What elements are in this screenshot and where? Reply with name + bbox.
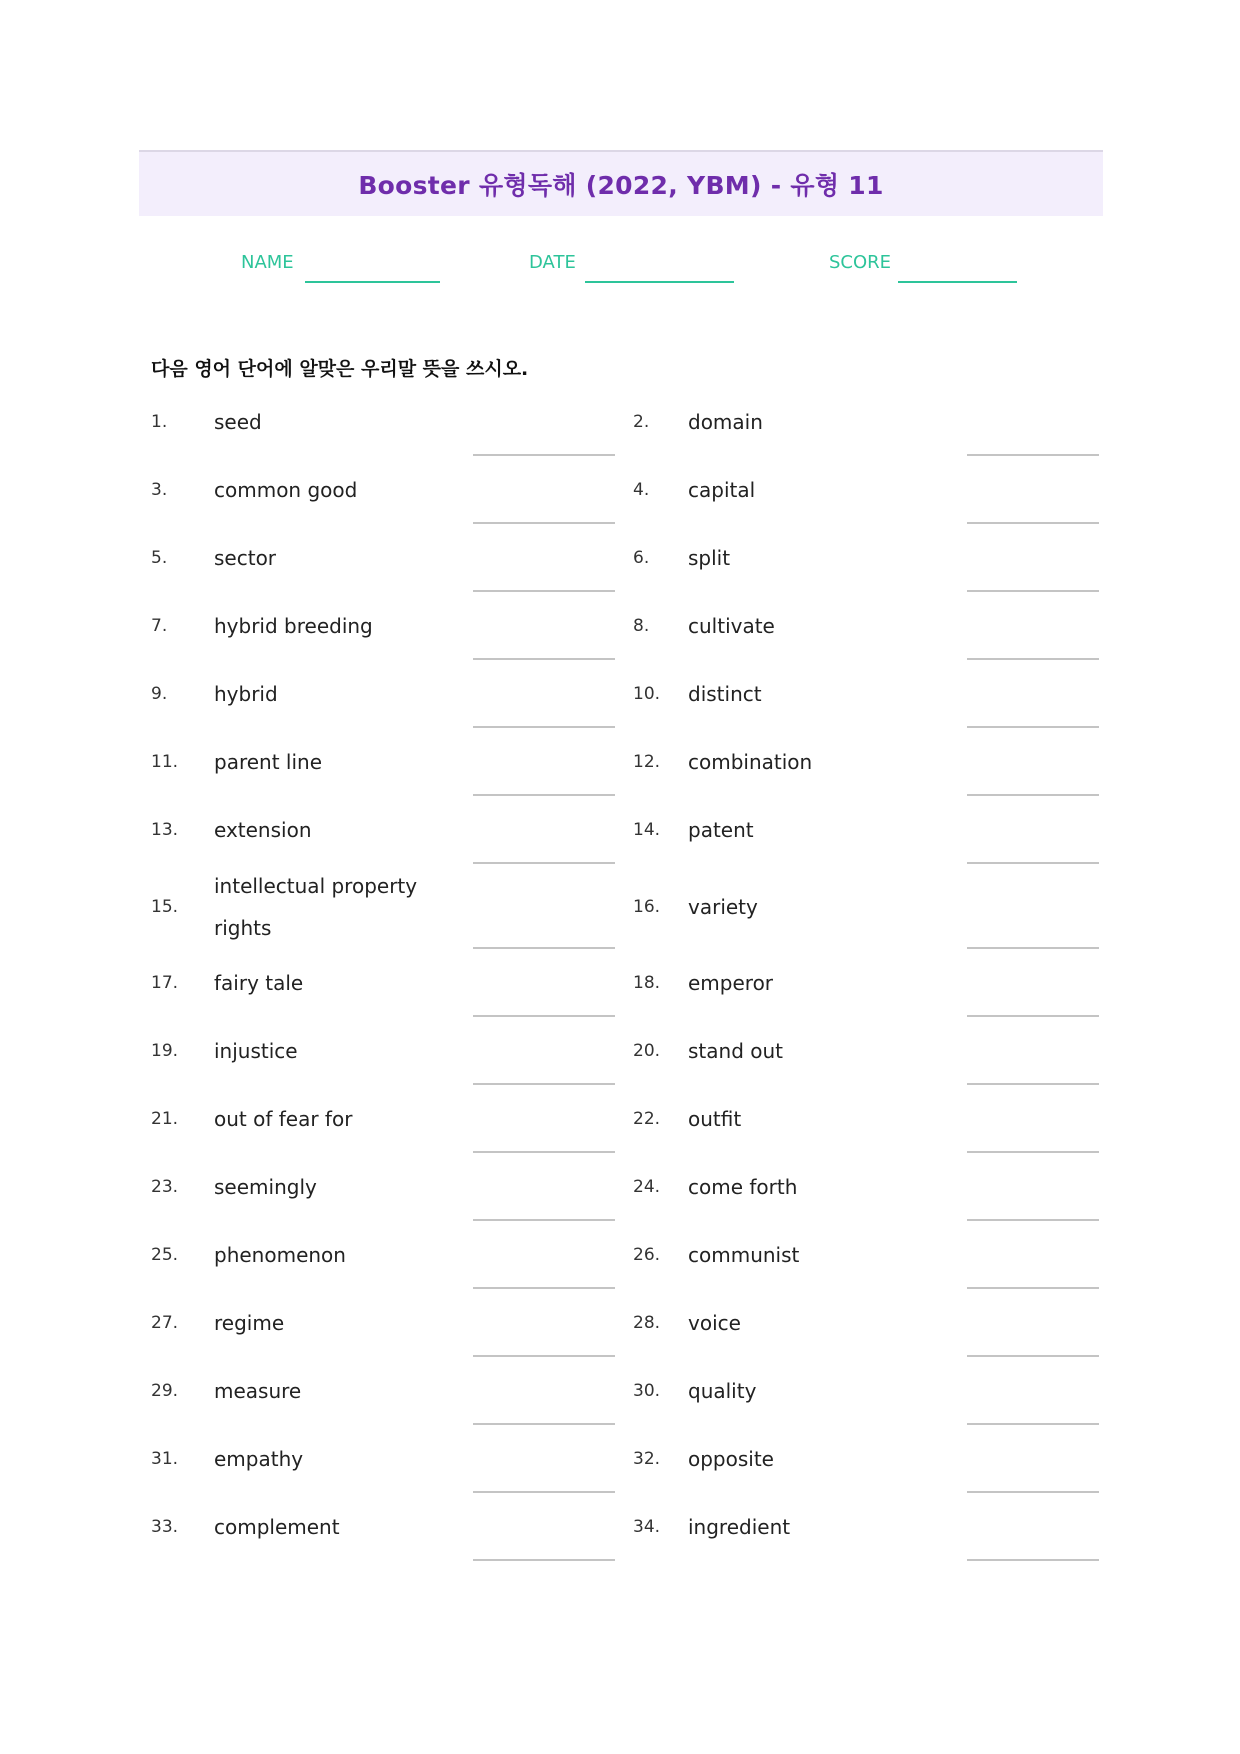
question-row — [139, 796, 1103, 864]
question-number: 8. — [633, 616, 650, 636]
question-item — [621, 1017, 1103, 1085]
question-word: seed — [214, 410, 262, 434]
question-number: 21. — [151, 1109, 179, 1129]
question-word: regime — [214, 1311, 285, 1335]
question-item — [139, 456, 621, 524]
question-word: cultivate — [688, 614, 775, 638]
question-item — [139, 660, 621, 728]
question-item — [139, 388, 621, 456]
question-word: fairy tale — [214, 971, 304, 995]
question-number: 6. — [633, 548, 650, 568]
question-item — [139, 524, 621, 592]
question-item — [139, 1153, 621, 1221]
question-word: emperor — [688, 971, 774, 995]
question-item — [621, 1085, 1103, 1153]
question-number: 29. — [151, 1381, 179, 1401]
question-item — [621, 1425, 1103, 1493]
question-number: 7. — [151, 616, 168, 636]
question-item — [621, 1153, 1103, 1221]
question-item — [139, 1289, 621, 1357]
question-item — [139, 1085, 621, 1153]
question-row — [139, 388, 1103, 456]
question-number: 34. — [633, 1517, 661, 1537]
question-row — [139, 592, 1103, 660]
question-number: 10. — [633, 684, 661, 704]
question-number: 13. — [151, 820, 179, 840]
question-word: measure — [214, 1379, 302, 1403]
question-word: intellectual property rights — [214, 873, 418, 940]
question-row — [139, 1425, 1103, 1493]
question-word: extension — [214, 818, 312, 842]
question-number: 23. — [151, 1177, 179, 1197]
question-item — [139, 1221, 621, 1289]
question-word: capital — [688, 478, 756, 502]
question-item — [621, 660, 1103, 728]
page-title: Booster 유형독해 (2022, YBM) - 유형 11 — [358, 171, 884, 200]
question-item — [139, 592, 621, 660]
question-row — [139, 1289, 1103, 1357]
question-number: 33. — [151, 1517, 179, 1537]
name-label: NAME — [241, 252, 294, 273]
question-item — [139, 949, 621, 1017]
question-word: ingredient — [688, 1515, 791, 1539]
question-item — [139, 1425, 621, 1493]
question-word: seemingly — [214, 1175, 317, 1199]
question-number: 20. — [633, 1041, 661, 1061]
question-number: 12. — [633, 752, 661, 772]
question-row — [139, 1085, 1103, 1153]
question-word: phenomenon — [214, 1243, 346, 1267]
question-item — [621, 949, 1103, 1017]
question-word: come forth — [688, 1175, 798, 1199]
question-item — [621, 1357, 1103, 1425]
question-item — [621, 1221, 1103, 1289]
question-number: 19. — [151, 1041, 179, 1061]
instructions-text: 다음 영어 단어에 알맞은 우리말 뜻을 쓰시오. — [151, 358, 529, 380]
question-word: hybrid breeding — [214, 614, 373, 638]
date-field[interactable] — [585, 281, 734, 283]
question-word: common good — [214, 478, 358, 502]
question-row — [139, 1017, 1103, 1085]
question-word: opposite — [688, 1447, 774, 1471]
question-item — [139, 796, 621, 864]
question-number: 30. — [633, 1381, 661, 1401]
question-row — [139, 660, 1103, 728]
question-word: combination — [688, 750, 813, 774]
score-label: SCORE — [829, 252, 892, 273]
question-row — [139, 1357, 1103, 1425]
question-number: 15. — [151, 896, 179, 917]
question-row — [139, 728, 1103, 796]
question-row — [139, 1153, 1103, 1221]
question-number: 9. — [151, 684, 168, 704]
question-number: 27. — [151, 1313, 179, 1333]
question-word: empathy — [214, 1447, 304, 1471]
question-item — [139, 864, 621, 949]
question-row — [139, 1221, 1103, 1289]
title-banner — [139, 150, 1103, 216]
question-item — [621, 864, 1103, 949]
question-item — [621, 592, 1103, 660]
question-number: 26. — [633, 1245, 661, 1265]
question-item — [621, 388, 1103, 456]
question-word: voice — [688, 1311, 741, 1335]
question-number: 18. — [633, 973, 661, 993]
question-row — [139, 949, 1103, 1017]
question-number: 16. — [633, 896, 661, 917]
question-number: 4. — [633, 480, 650, 500]
question-number: 3. — [151, 480, 168, 500]
question-word: domain — [688, 410, 763, 434]
question-word: quality — [688, 1379, 757, 1403]
question-number: 32. — [633, 1449, 661, 1469]
question-number: 22. — [633, 1109, 661, 1129]
question-number: 1. — [151, 412, 168, 432]
question-number: 31. — [151, 1449, 179, 1469]
question-item — [621, 1493, 1103, 1561]
question-list — [139, 388, 1103, 1561]
question-number: 17. — [151, 973, 179, 993]
question-word: parent line — [214, 750, 323, 774]
question-item — [621, 456, 1103, 524]
score-field[interactable] — [898, 281, 1017, 283]
question-word: stand out — [688, 1039, 783, 1063]
question-word: outfit — [688, 1107, 742, 1131]
question-row — [139, 1493, 1103, 1561]
question-item — [621, 524, 1103, 592]
question-item — [621, 796, 1103, 864]
question-item — [621, 1289, 1103, 1357]
question-number: 2. — [633, 412, 650, 432]
question-word: complement — [214, 1515, 340, 1539]
question-number: 28. — [633, 1313, 661, 1333]
question-row — [139, 864, 1103, 949]
answer-line[interactable] — [967, 1559, 1099, 1561]
question-word: variety — [688, 894, 758, 919]
question-item — [139, 1357, 621, 1425]
question-number: 11. — [151, 752, 179, 772]
question-item — [139, 728, 621, 796]
question-word: injustice — [214, 1039, 298, 1063]
name-field[interactable] — [305, 281, 440, 283]
question-number: 24. — [633, 1177, 661, 1197]
question-item — [139, 1017, 621, 1085]
student-info-row — [0, 248, 1240, 288]
question-number: 25. — [151, 1245, 179, 1265]
question-word: sector — [214, 546, 277, 570]
question-word: distinct — [688, 682, 762, 706]
question-number: 14. — [633, 820, 661, 840]
answer-line[interactable] — [473, 1559, 615, 1561]
question-item — [621, 728, 1103, 796]
question-row — [139, 524, 1103, 592]
question-word: split — [688, 546, 731, 570]
date-label: DATE — [529, 252, 576, 273]
question-number: 5. — [151, 548, 168, 568]
question-word: hybrid — [214, 682, 278, 706]
question-word: out of fear for — [214, 1107, 353, 1131]
question-word: patent — [688, 818, 754, 842]
question-item — [139, 1493, 621, 1561]
question-word: communist — [688, 1243, 800, 1267]
question-row — [139, 456, 1103, 524]
